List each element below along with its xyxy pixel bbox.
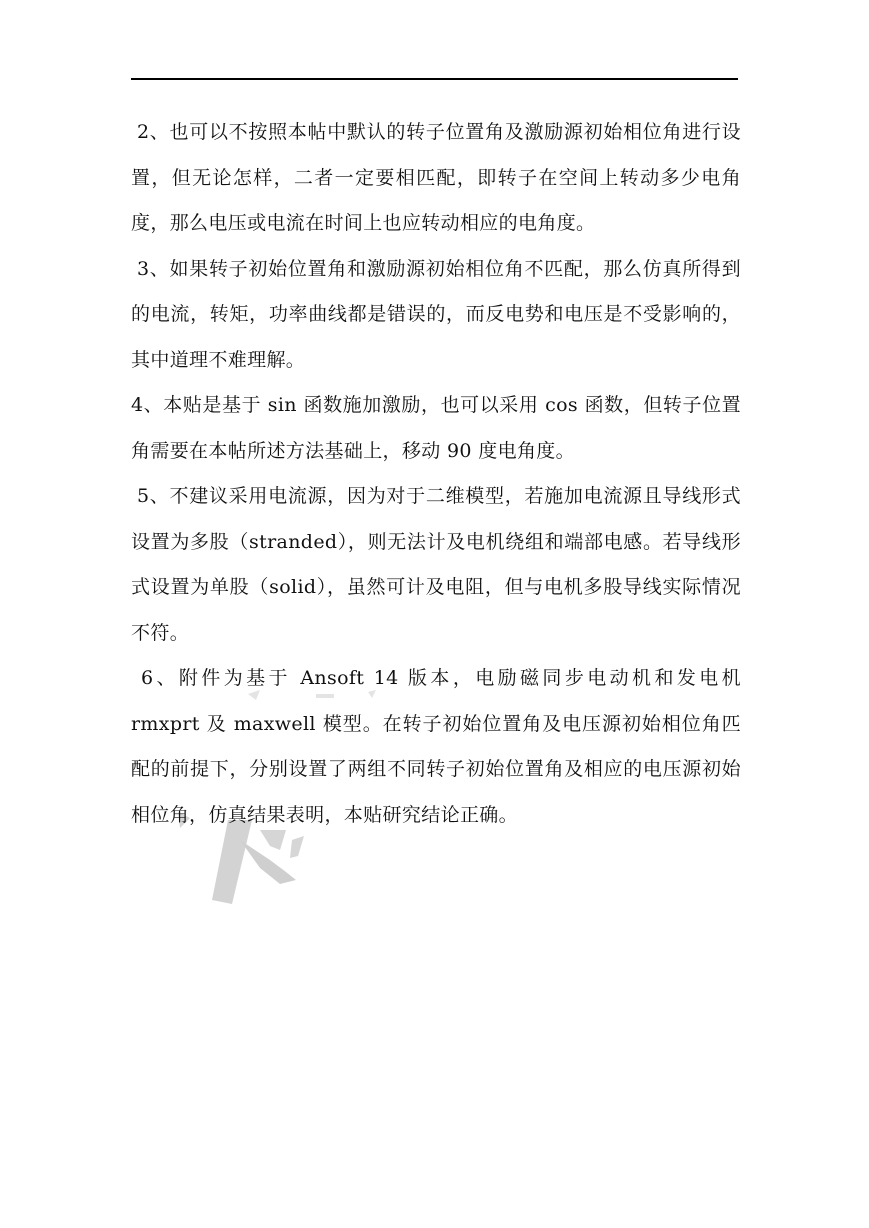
document-body [131, 110, 741, 838]
paragraph-item-6: 6、附件为基于 Ansoft 14 版本，电励磁同步电动机和发电机 rmxprt 及 maxwell 模型。在转子初始位置角及电压源初始相位角匹配的前提下，分别设置了两组不同转子初始位置角及相应的电压源初始相位角，仿真结果表明，本贴研究结论正确。 [131, 667, 741, 826]
paragraph-item-2: 2、也可以不按照本帖中默认的转子位置角及激励源初始相位角进行设置，但无论怎样，二者一定要相匹配，即转子在空间上转动多少电角度，那么电压或电流在时间上也应转动相应的电角度。 [131, 121, 741, 234]
paragraph-item-5: 5、不建议采用电流源，因为对于二维模型，若施加电流源且导线形式设置为多股（stranded），则无法计及电机绕组和端部电感。若导线形式设置为单股（solid），虽然可计及电阻，但与电机多股导线实际情况不符。 [131, 485, 741, 644]
paragraph-item-3: 3、如果转子初始位置角和激励源初始相位角不匹配，那么仿真所得到的电流，转矩，功率曲线都是错误的，而反电势和电压是不受影响的，其中道理不难理解。 [131, 257, 741, 371]
paragraph-item-4: 4、本贴是基于 sin 函数施加激励，也可以采用 cos 函数，但转子位置角需要在本帖所述方法基础上，移动 90 度电角度。 [131, 394, 741, 462]
header-rule [131, 78, 738, 80]
